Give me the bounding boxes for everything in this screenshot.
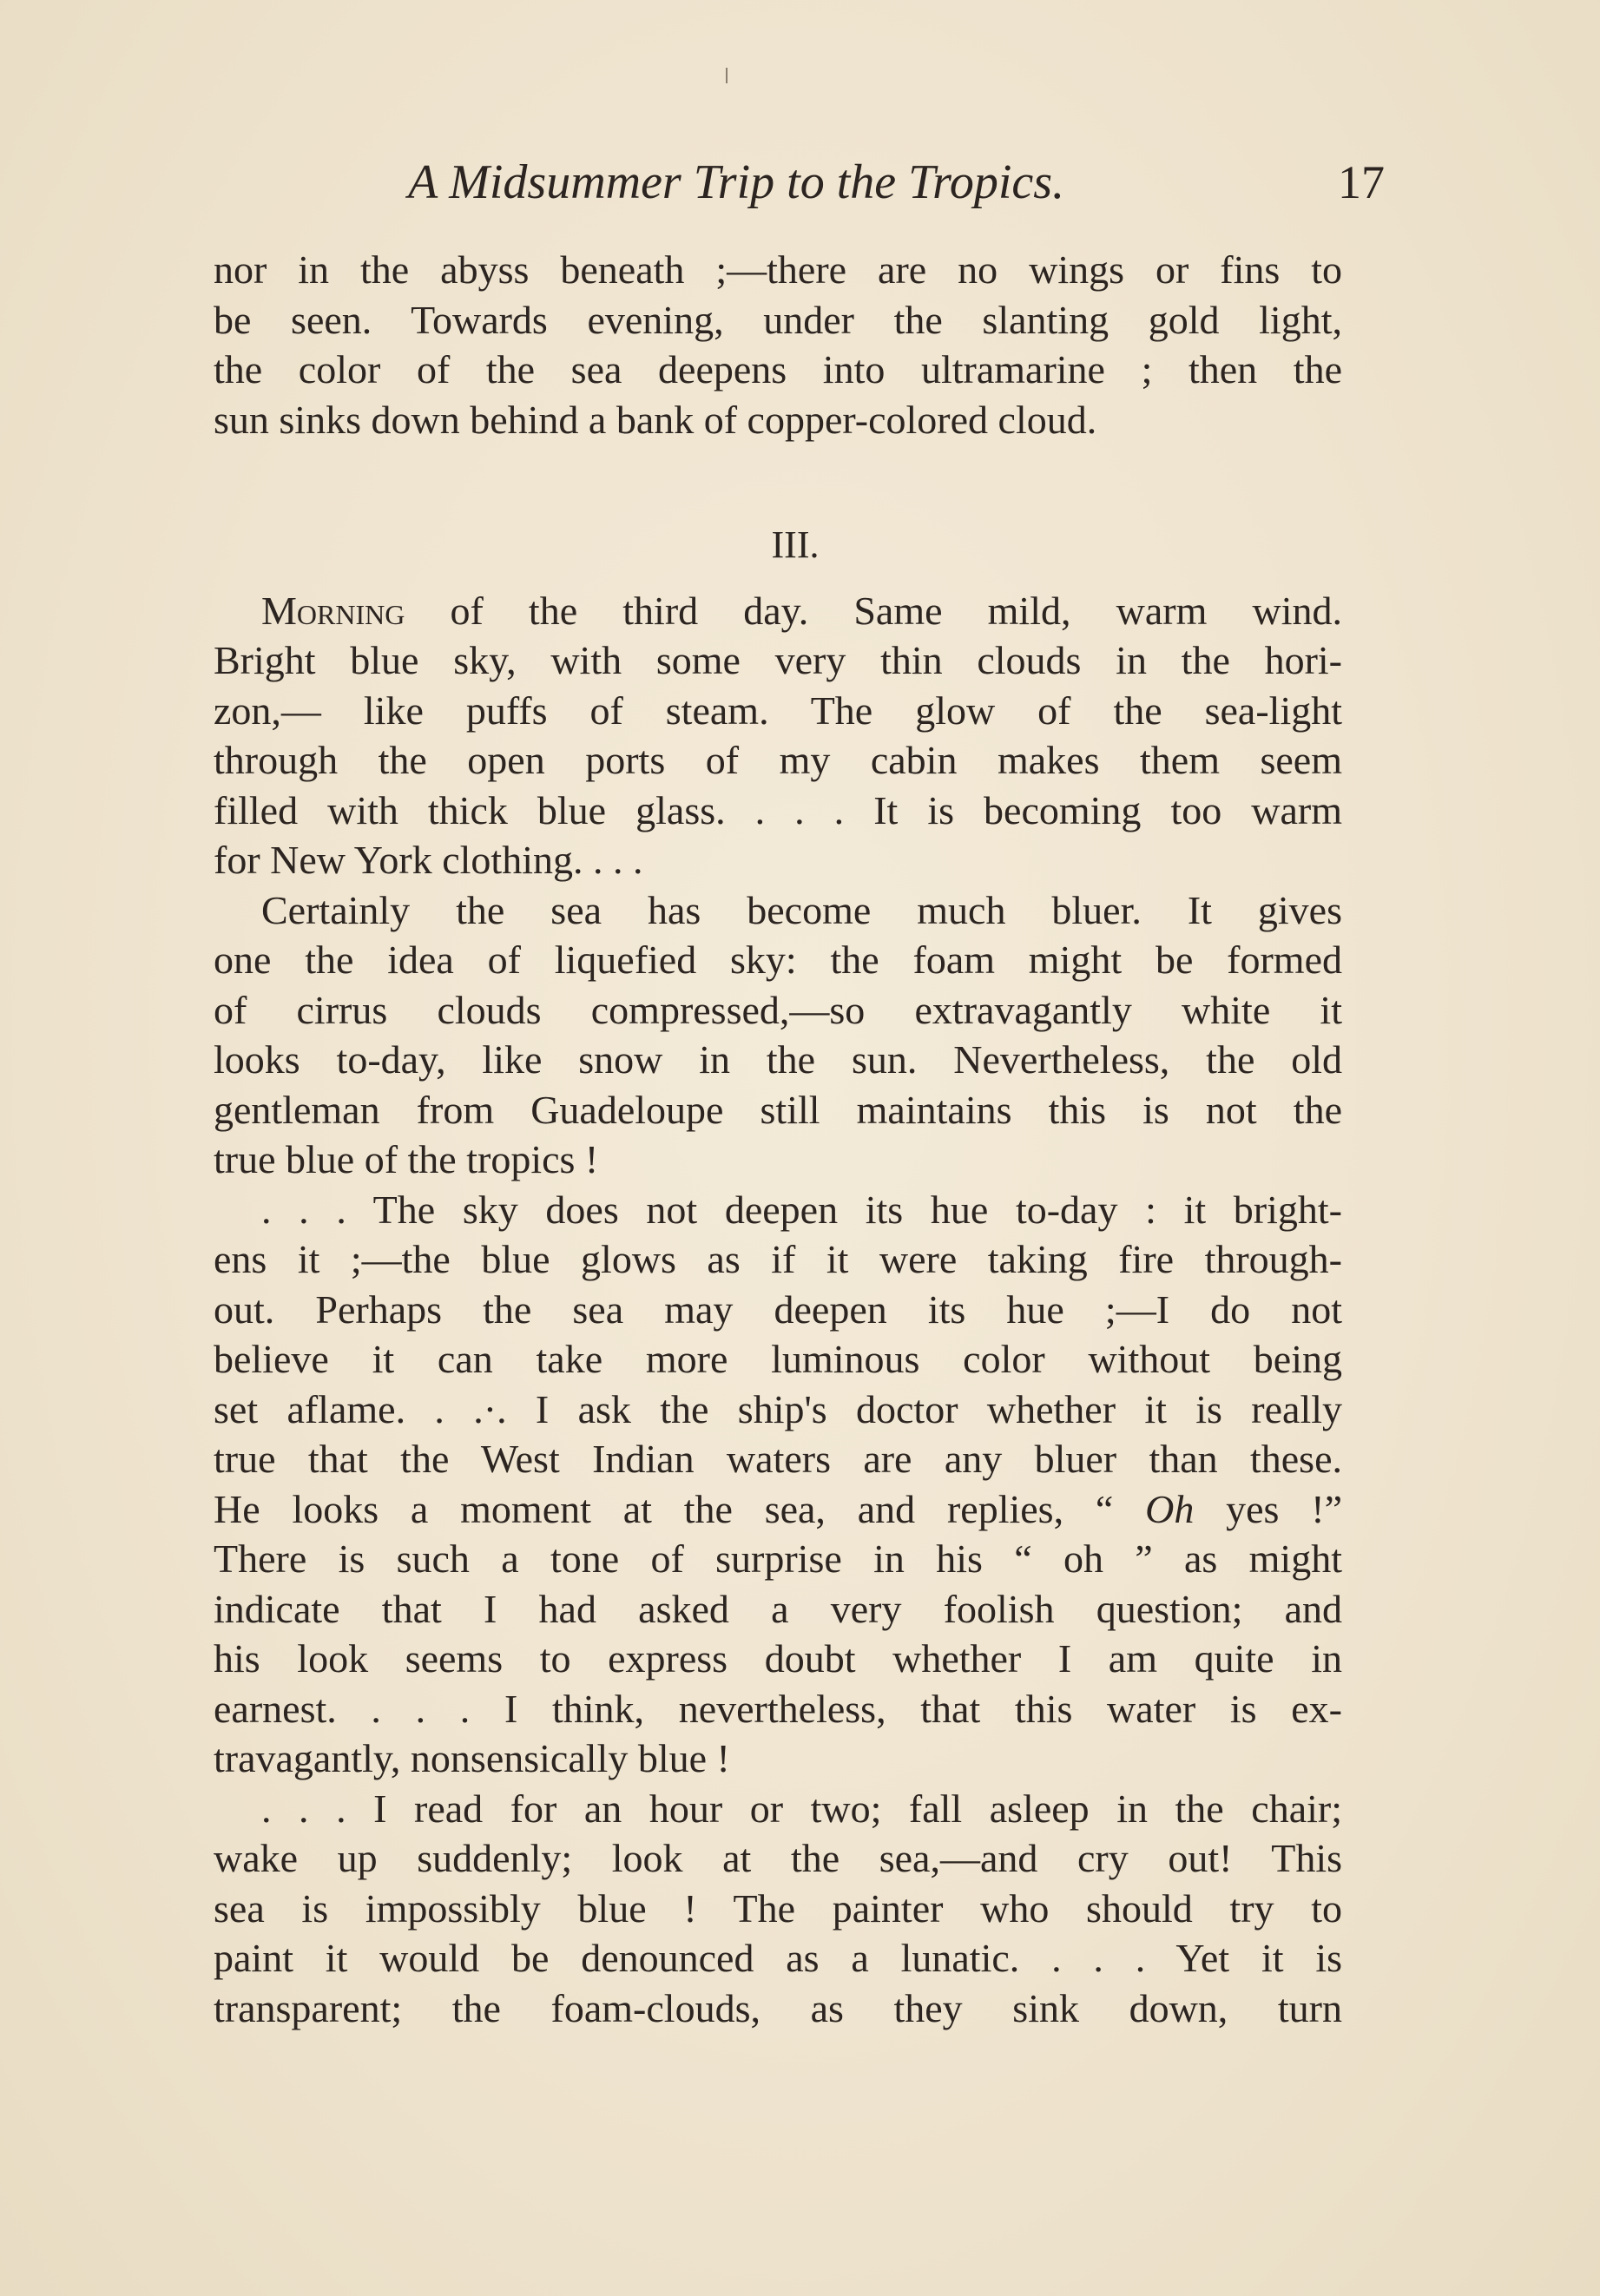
text-line: indicate that I had asked a very foolish question; and — [214, 1586, 1342, 1631]
text-line: travagantly, nonsensically blue ! — [214, 1736, 730, 1780]
paragraph — [214, 1784, 1342, 2034]
text-fragment: of the third day. Same mild, warm wind. — [405, 588, 1342, 633]
text-line: ens it ;—the blue glows as if it were taking fire through- — [214, 1237, 1342, 1281]
text-line: earnest. . . . I think, nevertheless, that this water is ex- — [214, 1686, 1342, 1731]
italic-word: Oh — [1145, 1486, 1195, 1531]
text-line: wake up suddenly; look at the sea,—and cry out! This — [214, 1836, 1342, 1880]
text-line: Certainly the sea has become much bluer. It gives — [261, 887, 1342, 932]
text-line: set aflame. . .·. I ask the ship's doctor whether it is really — [214, 1386, 1342, 1431]
text-line: his look seems to express doubt whether I am quite in — [214, 1636, 1342, 1681]
text-line: for New York clothing. . . . — [214, 838, 643, 882]
lead-word: Morning — [261, 588, 405, 633]
paragraph — [214, 1185, 1342, 1784]
text-line: out. Perhaps the sea may deepen its hue ;—I do not — [214, 1286, 1342, 1332]
text-line: transparent; the foam-clouds, as they sink down, turn — [214, 1985, 1342, 2030]
paragraph — [214, 885, 1342, 1185]
text-line: sun sinks down behind a bank of copper-colored cloud. — [214, 397, 1097, 442]
text-fragment: yes !” — [1194, 1486, 1342, 1531]
text-line: paint it would be denounced as a lunatic. . . . Yet it is — [214, 1936, 1342, 1980]
text-line: of cirrus clouds compressed,—so extravagantly white it — [214, 987, 1342, 1032]
heading-spacer — [214, 570, 1342, 586]
paragraph — [214, 586, 1342, 885]
text-line: gentleman from Guadeloupe still maintains this is not the — [214, 1087, 1342, 1132]
running-head — [408, 143, 1385, 221]
text-line: believe it can take more luminous color without being — [214, 1337, 1342, 1381]
text-line: sea is impossibly blue ! The painter who should try to — [214, 1885, 1342, 1931]
section-heading: III. — [771, 523, 820, 566]
text-line: be seen. Towards evening, under the slanting gold light, — [214, 297, 1342, 342]
text-line: through the open ports of my cabin makes them seem — [214, 738, 1342, 782]
text-line: . . . I read for an hour or two; fall asleep in the chair; — [261, 1786, 1342, 1831]
text-line — [214, 1484, 1342, 1535]
text-line — [214, 586, 1342, 636]
text-line: nor in the abyss beneath ;—there are no wings or fins to — [214, 247, 1342, 292]
body-text — [214, 245, 1342, 2033]
text-fragment: He looks a moment at the sea, and replies, “ — [214, 1486, 1146, 1531]
text-line: true blue of the tropics ! — [214, 1137, 599, 1181]
running-title: A Midsummer Trip to the Tropics. — [408, 155, 1065, 209]
paragraph-continuation — [214, 245, 1342, 444]
text-line: the color of the sea deepens into ultramarine ; then the — [214, 347, 1342, 391]
text-line: one the idea of liquefied sky: the foam might be formed — [214, 937, 1342, 982]
text-line: Bright blue sky, with some very thin clouds in the hori- — [214, 638, 1342, 682]
text-line: zon,— like puffs of steam. The glow of the sea-light — [214, 687, 1342, 733]
text-line: true that the West Indian waters are any bluer than these. — [214, 1437, 1342, 1481]
section-spacer — [214, 444, 1342, 520]
paper-mark — [726, 68, 728, 83]
text-line: There is such a tone of surprise in his “ oh ” as might — [214, 1536, 1342, 1581]
text-line: . . . The sky does not deepen its hue to-day : it bright- — [261, 1187, 1342, 1232]
text-line: filled with thick blue glass. . . . It is becoming too warm — [214, 787, 1342, 832]
page-number: 17 — [1338, 156, 1385, 208]
text-line: looks to-day, like snow in the sun. Nevertheless, the old — [214, 1037, 1342, 1082]
